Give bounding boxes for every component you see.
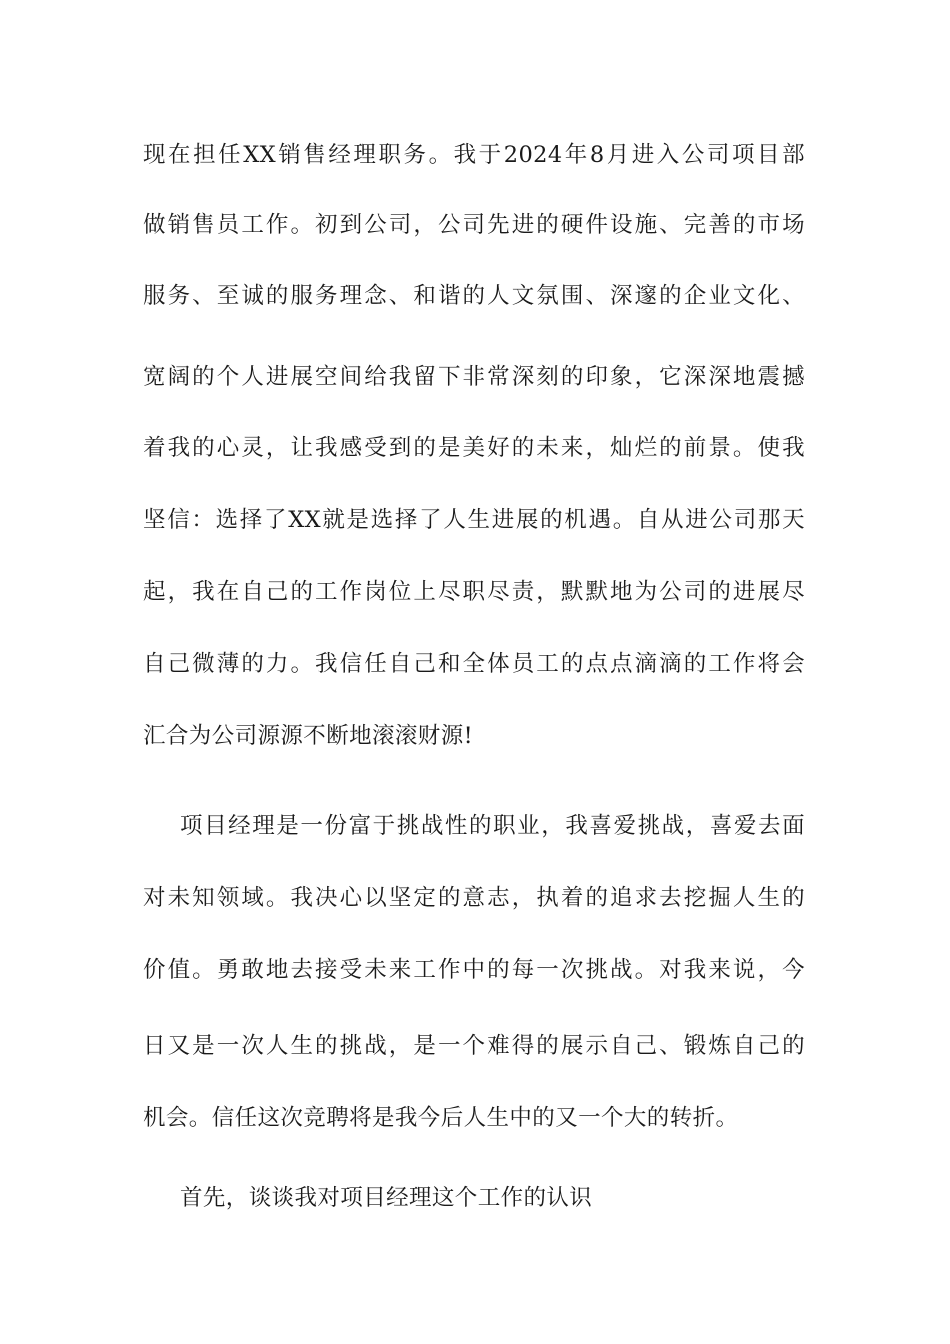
section-intro-line: 首先，谈谈我对项目经理这个工作的认识 xyxy=(180,1185,593,1211)
text-line: 汇合为公司源源不断地滚滚财源! xyxy=(143,723,474,749)
text-line: 机会。信任这次竞聘将是我今后人生中的又一个大的转折。 xyxy=(143,1105,739,1131)
text-line: 自己微薄的力。我信任自己和全体员工的点点滴滴的工作将会 xyxy=(143,651,805,677)
text-line: 做销售员工作。初到公司，公司先进的硬件设施、完善的市场 xyxy=(143,212,805,238)
text-line: 项目经理是一份富于挑战性的职业，我喜爱挑战，喜爱去面 xyxy=(180,813,805,839)
text-line: 起，我在自己的工作岗位上尽职尽责，默默地为公司的进展尽 xyxy=(143,579,805,605)
text-line: 宽阔的个人进展空间给我留下非常深刻的印象，它深深地震撼 xyxy=(143,364,805,390)
text-line: 着我的心灵，让我感受到的是美好的未来，灿烂的前景。使我 xyxy=(143,435,805,461)
text-line: 坚信：选择了XX就是选择了人生进展的机遇。自从进公司那天 xyxy=(143,507,805,533)
text-line: 服务、至诚的服务理念、和谐的人文氛围、深邃的企业文化、 xyxy=(143,283,805,309)
text-line: 价值。勇敢地去接受未来工作中的每一次挑战。对我来说，今 xyxy=(143,957,805,983)
text-line: 对未知领域。我决心以坚定的意志，执着的追求去挖掘人生的 xyxy=(143,885,805,911)
text-line: 现在担任XX销售经理职务。我于2024年8月进入公司项目部 xyxy=(143,142,805,168)
text-line: 日又是一次人生的挑战，是一个难得的展示自己、锻炼自己的 xyxy=(143,1033,805,1059)
